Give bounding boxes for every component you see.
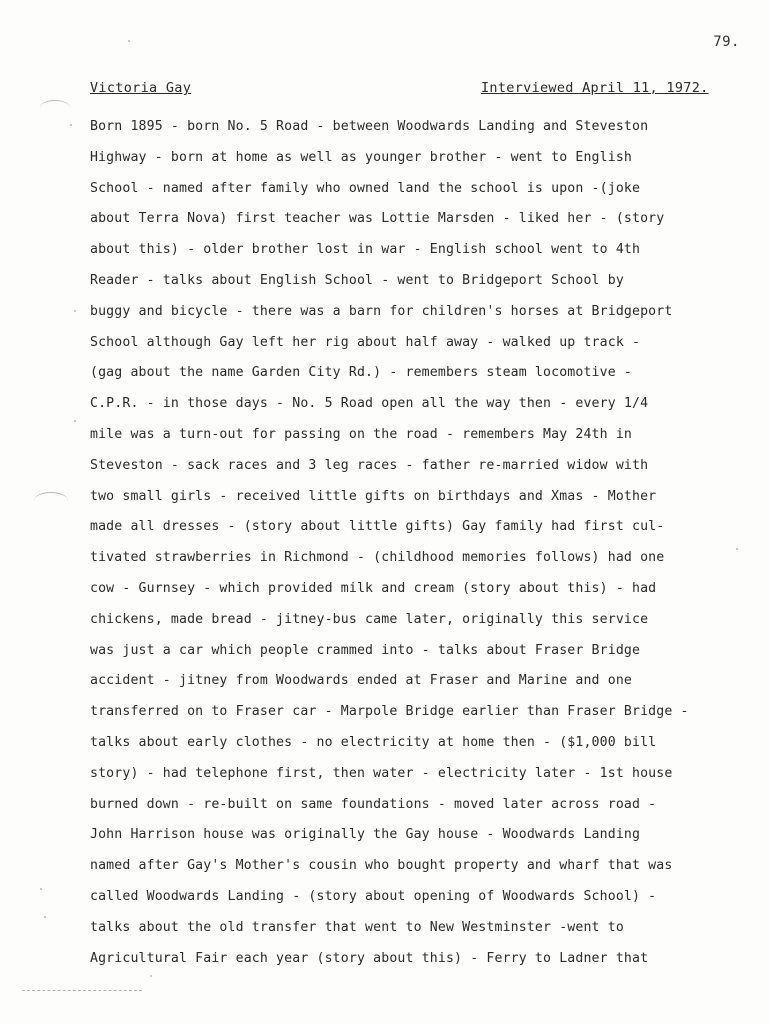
text-line: about this) - older brother lost in war - English school went to 4th <box>90 242 641 258</box>
interview-notes <box>90 112 750 974</box>
text-line: Born 1895 - born No. 5 Road - between Woodwards Landing and Steveston <box>90 119 649 134</box>
margin-mark <box>40 100 70 115</box>
text-line: about Terra Nova) first teacher was Lottie Marsden - liked her - (story <box>90 211 665 227</box>
bottom-smudge <box>22 990 142 991</box>
text-line: called Woodwards Landing - (story about opening of Woodwards School) - <box>90 888 657 904</box>
text-line: burned down - re-built on same foundations - moved later across road - <box>90 796 657 812</box>
text-line: transferred on to Fraser car - Marpole Bridge earlier than Fraser Bridge - <box>90 704 689 720</box>
text-line: (gag about the name Garden City Rd.) - remembers steam locomotive - <box>90 365 632 381</box>
text-line: accident - jitney from Woodwards ended at Fraser and Marine and one <box>90 673 632 689</box>
text-line: cow - Gurnsey - which provided milk and cream (story about this) - had <box>90 580 657 596</box>
text-line: made all dresses - (story about little gifts) Gay family had first cul- <box>90 519 665 535</box>
margin-dot <box>736 548 738 550</box>
margin-mark <box>34 492 68 509</box>
text-line: was just a car which people crammed into - talks about Fraser Bridge <box>90 642 641 658</box>
text-line: School - named after family who owned land the school is upon -(joke <box>90 180 641 196</box>
margin-dot <box>74 420 76 422</box>
margin-dot <box>74 310 76 312</box>
margin-dot <box>70 124 72 126</box>
text-line: tivated strawberries in Richmond - (childhood memories follows) had one <box>90 550 665 566</box>
text-line: chickens, made bread - jitney-bus came later, originally this service <box>90 611 649 627</box>
text-line: named after Gay's Mother's cousin who bought property and wharf that was <box>90 858 673 874</box>
interviewee-name: Victoria Gay <box>90 80 192 96</box>
margin-dot <box>150 975 152 977</box>
text-line: story) - had telephone first, then water - electricity later - 1st house <box>90 765 673 781</box>
text-line: two small girls - received little gifts on birthdays and Xmas - Mother <box>90 488 657 504</box>
text-line: School although Gay left her rig about half away - walked up track - <box>90 334 641 350</box>
text-line: mile was a turn-out for passing on the road - remembers May 24th in <box>90 426 632 442</box>
margin-dot <box>40 888 42 890</box>
page-number: 79. <box>713 34 740 50</box>
text-line: buggy and bicycle - there was a barn for children's horses at Bridgeport <box>90 303 673 319</box>
text-line: Agricultural Fair each year (story about this) - Ferry to Ladner that <box>90 950 649 966</box>
margin-dot <box>44 916 46 918</box>
text-line: Steveston - sack races and 3 leg races - father re-married widow with <box>90 457 649 473</box>
text-line: C.P.R. - in those days - No. 5 Road open all the way then - every 1/4 <box>90 396 649 412</box>
text-line: Reader - talks about English School - went to Bridgeport School by <box>90 272 624 288</box>
text-line: talks about the old transfer that went to New Westminster -went to <box>90 919 624 935</box>
text-line: Highway - born at home as well as younger brother - went to English <box>90 149 632 165</box>
margin-dot <box>128 40 130 42</box>
interview-date: Interviewed April 11, 1972. <box>481 80 709 96</box>
text-line: talks about early clothes - no electricity at home then - ($1,000 bill <box>90 734 657 750</box>
text-line: John Harrison house was originally the Gay house - Woodwards Landing <box>90 827 641 843</box>
